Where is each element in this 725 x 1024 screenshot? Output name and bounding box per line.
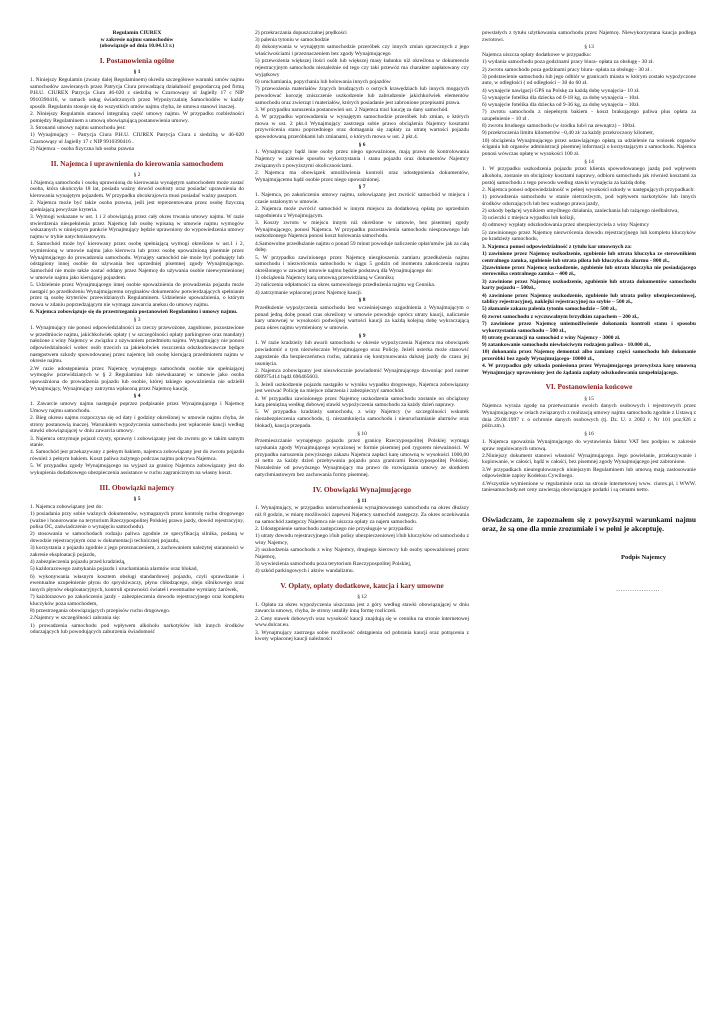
paragraph: 10) dokonania przez Najemcę demontaż albo zamiany części samochodu lub dokonanie przeróbki bez zgody Wynajmującego- 10000 zł., (482, 349, 696, 362)
paragraph: 2. Najemca ma obowiązek umożliwienia kontroli oraz udostępnienia dokumentów, Wynajmującemu bądź osobie przez niego upoważnionej. (255, 170, 469, 183)
paragraph: Przedłużenie wypożyczenia samochodu bez wcześniejszego uzgodnienia z Wynajmującym o ponad jedną dobę ponad czas określony w umowie powoduje oprócz utraty kaucji, naliczenie kary umownej w wysokości podwójnej wartości kaucji za każdą kolejną dobę wykraczającą poza okres najmu wymieniony w umowie. (255, 304, 469, 332)
paragraph: 2. Najemca zobowiązany jest niezwłocznie powiadomić Wynajmującego dzwoniąc pod numer 600975414 bądź 696465603. (255, 367, 469, 381)
paragraph: 4) zawinione przez Najemcę uszkodzenie, zgubienie lub utrata polisy ubezpieczeniowej, tablicy rejestracyjnej, naklejki rejestracyjnej na szybie – 500 zł., (482, 292, 696, 306)
paragraph: 3) korzystania z pojazdu zgodnie z jego przeznaczeniem, z zachowaniem należytej staranności w zakresie eksploatacji pojazdu, (30, 545, 244, 559)
paragraph: 2. Ceny stawek dobowych oraz wysokość kaucji znajdują się w cenniku na stronie internetowej www.dolcar.eu. (255, 615, 469, 629)
paragraph: 4. Samochód jest przekazywany z pełnym bakiem, najemca zobowiązany jest do zwrotu pojazdu również z pełnym bakiem. Koszt paliwa zużytego podczas najmu pokrywa Najemca. (30, 449, 244, 463)
paragraph: 1) prowadzenia samochodu pod wpływem alkoholu narkotyków lub innych środków odurzających lub powodujących zaburzenia świadomość (30, 622, 244, 636)
paragraph: 1) wydania samochodu poza godzinami pracy biura- opłata za obsługę - 30 zł. (482, 59, 654, 66)
paragraph: 3. Wynajmujący zastrzega sobie możliwość odstąpienia od pobrania kaucji oraz potrącenia z kwoty wpłaconej kaucji należności (255, 629, 469, 643)
paragraph-number: § 5 (133, 495, 141, 502)
paragraph-number: § 16 (584, 431, 594, 438)
paragraph: 3) palenia tytoniu w samochodzie (255, 37, 330, 44)
section-heading: VI. Postanowienia końcowe (545, 382, 633, 392)
paragraph-number: § 9 (358, 332, 366, 339)
paragraph-number: § 2 (133, 171, 141, 178)
paragraph: 4.Samowolne przedłużanie najmu o ponad 59 minut powoduje naliczenie opłat/umów jak za całą dobę. (255, 240, 469, 254)
paragraph: 4) wynajęcie nawigacji GPS na Polskę za każdą dobę wynajęcia– 10 zł. (482, 87, 640, 94)
paragraph: 7) zawinione przez Najemcę uniemożliwienie dokonania kontroli stanu i sposobu wykorzystania samochodu – 500 zł., (482, 320, 696, 334)
column-1 (30, 30, 244, 636)
paragraph: 5. W przypadku zgody Wynajmującego na wyjazd za granicę Najemca zobowiązany jest do wykupienia dodatkowego ubezpieczenia assistance w ruchu zagranicznym na własny koszt. (30, 463, 244, 477)
document-title: Regulamin CIUREX (112, 30, 162, 36)
paragraph: 5) złamanie zakazu palenia tytoniu samochodzie – 500 zł., (482, 306, 617, 313)
paragraph: 1. W przypadku uszkodzenia pojazdu przez klienta spowodowanego jazdą pod wpływem alkoholu, zostanie on obciążony kosztami naprawy, odbioru samochodu jak również kosztami za postój samochodu z tego powodu według stawki wynajęcia za każdą dobę. (482, 166, 696, 186)
paragraph: 4) szkód parkingowych i aktów wandalizmu. (255, 568, 354, 575)
paragraph: 1) prowadzenia samochodu w stanie nietrzeźwym, pod wpływem narkotyków lub innych środków odurzających lub bez ważnego prawa jazdy, (482, 194, 696, 207)
paragraph-number: § 10 (357, 430, 367, 437)
paragraph: 1. Zawarcie umowy najmu następuje poprzez podpisanie przez Wynajmującego i Najemcę Umowy najmu samochodu. (30, 401, 244, 414)
paragraph: 6) uruchamiania, popychania lub holowania innych pojazdów (255, 78, 391, 85)
paragraph: 1) zawinione przez Najemcę uszkodzenie, zgubienie lub utrata kluczyka ze sterownikiem centralnego zamka, zgubienie lub utrata pilota lub kluczyka do alarmu - 800 zł., (482, 250, 696, 264)
paragraph: 2)zawinione przez Najemcę uszkodzenie, zgubienie lub utrata kluczyka nie posiadającego sterownika centralnego zamka – 400 zł., (482, 264, 696, 278)
paragraph: 5) każdorazowego zamykania pojazdu i uruchamiania alarmów oraz blokad, (30, 566, 198, 573)
column-3 (482, 30, 696, 594)
paragraph: 5) przewożenia większej ilości osób lub większej masy ładunku niż określona w dokumencie rejestracyjnym samochodu niezależnie od tego czy taki przewóz ma charakter zapłatowany czy wyjątkowy (255, 58, 469, 78)
paragraph-number: § 3 (133, 317, 141, 324)
paragraph: 5. Udzielenie przez Wynajmującego innej osobie upoważnienia do prowadzenia pojazdu może nastąpić po przedłożeniu Wynajmującemu oryginałów dokumentów potwierdzających spełnianie przez tą osobę kryteriów przewidzianych Regulaminem. Udzielenie upoważnienia, o którym mowa w zdaniu poprzedzającym nie wymaga zawarcia aneksu do umowy najmu. (30, 282, 244, 309)
paragraph-number: § 12 (357, 594, 367, 601)
paragraph: 3. Najemca ponosi odpowiedzialność z tytułu kar umownych za: (482, 243, 632, 250)
paragraph-number: § 15 (584, 395, 594, 402)
paragraph: 8) zwrotu brudnego samochodu (w środku lub/i na zewnątrz) – 100zł. (482, 123, 636, 130)
paragraph: powstałych z tytułu użytkowania samochodu przez Najemcę. Niewykorzystana kaucja podlega zwrotowi. (482, 30, 696, 43)
paragraph: 1. Wynajmujący nie ponosi odpowiedzialności za rzeczy przewożone, zagubione, pozostawione w przedmiocie najmu, jakichkolwiek opłaty ( w szczególności opłaty parkingowe oraz mandaty) nałożone z winy Najemcy w związku z używaniem przedmiotu najmu. Wynajmujący nie ponosi odpowiedzialności wobec osób trzecich za jakiekolwiek roszczenia odszkodowawcze będące następstwem szkody spowodowanej przez najemcę lub osobę kierującą przedmiotem najmu w okresie najmu. (30, 324, 244, 365)
paragraph: 4) odmowy wypłaty odszkodowania przez ubezpieczyciela z winy Najemcy (482, 222, 650, 229)
paragraph: 3. Stronami umowy najmu samochodu jest: (30, 124, 126, 131)
paragraph: 3. Wymogi wskazane w ust. 1 i 2 obowiązują przez cały okres trwania umowy najmu. W razie stwierdzenia niespełnienia przez Najemcę lub osobę wpisaną w umowie najmu wymogów wskazanych w niniejszym punkcie Wynajmujący będzie uprawniony do wypowiedzenia umowy najmu w trybie natychmiastowym. (30, 214, 244, 241)
paragraph: 4. Samochód może być kierowany przez osobę spełniającą wymogi określone w ust.1 i 2, wymienioną w umowie najmu jako kierowca lub przez osobę upoważnioną pisemnie przez Wynajmującego do prowadzenia samochodu. Wynajęty samochód nie może być podnajęty lub odstąpiony innej osobie do używania bez uprzedniej pisemnej zgody Wynajmującego. Samochód nie może także zostać oddany przez Najemcę do używania osobie nieewymienionej w umowie najmu jako kierującej pojazdem. (30, 241, 244, 281)
paragraph: 2. Najemca może być także osoba prawna, jeśli jest reprezentowana przez osobę fizyczną spełniającą powyższe kryteria. (30, 200, 244, 213)
paragraph: 1) Wynajmujący – Patrycja Ciura P.H.U. CIUREX Patrycja Ciura z siedzibą w 46-020 Czarnowąsy ul Jagielly 17 c NIP 9910390416 . (30, 132, 244, 145)
paragraph: 2. Udostępnienie samochodu zastępczego nie przysługuje w przypadku: (255, 525, 414, 532)
acceptance-statement: Oświadczam, że zapoznałem się z powyższymi warunkami najmu oraz, że są one dla mnie zrozumiałe i w pełni je akceptuję. (482, 514, 696, 533)
paragraph: 2.W razie udostępnienia przez Najemcę wynajętego samochodu osobie nie spełniającej wymogów przewidzianych w § 2 Regulaminu lub niewskazanej w umowie jako osoba upoważniona do prowadzenia pojazdu lub osobie, której takiego upoważnienia nie udzielił Wynajmujący, Wynajmujący zatrzyma wpłaconą przez Najemcę kaucję. (30, 365, 244, 392)
paragraph: 8) przestrzegania obowiązujących przepisów ruchu drogowego. (30, 608, 171, 615)
paragraph: 9) zatankowanie samochodu niewłaściwym rodzajem paliwa - 10.000 zł., (482, 341, 651, 348)
paragraph: 3) zawinione przez Najemcę uszkodzenie, zgubienie lub utrata dokumentów samochodu karty pojazdu – 500zł., (482, 278, 696, 292)
paragraph-number: § 14 (584, 158, 594, 165)
paragraph: 2) przekraczania dopuszczalnej prędkości (255, 30, 347, 36)
paragraph: 3. Koszty zwrotu w miejscu innym niż określone w umowie, bez pisemnej zgody Wynajmującego, ponosi Najemca. W przypadku pozostawienia samochodu niesprawnego lub uszkodzonego Najemca ponosi koszt holowania samochodu. (255, 219, 469, 240)
paragraph: 2) naliczenia odpłatności za okres samowolnego przedłużenia najmu wg Cennika. (255, 282, 436, 289)
paragraph: 4.Wszystkie wymienione w regulaminie oraz na stronie internetowej www. ciurex.pl, i WWW. taniesamochody.net ceny zawierają obowiązujące podatki i są cenami netto. (482, 480, 696, 494)
column-2 (255, 30, 469, 643)
paragraph: 3. Jeżeli uszkodzenie pojazdu nastąpiło w wyniku wypadku drogowego, Najemca zobowiązany jest wezwać Policję na miejsce zdarzenia i zabezpieczyć samochód. (255, 381, 469, 395)
paragraph: 2. Niniejszy Regulamin stanowi integralną część umowy najmu. W przypadku rozbieżności pomiędzy Regulaminem a umową obowiązującą postanowienia umowy. (30, 110, 244, 124)
paragraph: 5) zawinionego przez Najemcę niezwrócenia dowodu rejestracyjnego lub kompletu kluczyków po kradzieży samochodu, (482, 229, 696, 243)
paragraph: 6) wynajęcie fotelika dla dziecka od 9-36 kg, za dobę wynajęcia – 10zł. (482, 102, 640, 109)
paragraph: 4) zatrzymanie wpłaconej przez Najemcę kaucji. (255, 289, 363, 296)
paragraph: Najemca wyraża zgodę na przetwarzanie swoich danych osobowych i rejestrowych przez Wynajmującego w celach związanych z realizacją umowy najmu samochodu zgodnie z Ustawą z dnia 29.08.1997 r. o ochronie danych osobowych (tj. Dz. U. z 2002 r. Nr 101 poz.926 z późn.zm.). (482, 403, 696, 430)
paragraph-number: § 6 (358, 141, 366, 148)
paragraph-number: § 8 (358, 297, 366, 304)
paragraph: 10) obciążenia Wynajmującego przez ustawiającego opłatą za udzielenie na wniosek organów ścigania lub organów administracji pisemnej informacji o korzystającym z samochodu. Najemca ponosi wówczas opłatę w wysokości 100 zł. (482, 137, 696, 157)
paragraph: 3. Najemca otrzymuje pojazd czysty, sprawny i zobowiązany jest do zwrotu go w takim samym stanie. (30, 435, 244, 449)
paragraph: 2) uszkodzenia samochodu z winy Najemcy, drugiego kierowcy lub osoby upoważnionej przez Najemcę, (255, 547, 469, 560)
signature-label: Podpis Najemcy (621, 553, 666, 561)
paragraph: 5. W przypadku zawinionego przez Najemcę niezgłoszenia zamiaru przedłużenia najmu samochodu i niezwrócenia samochodu w ciągu 5 godzin od momentu zakończenia najmu określonego w zawartej umowie najmu będzie podstawą dla Wynajmującego do: (255, 254, 469, 274)
paragraph-number: § 11 (357, 497, 367, 504)
paragraph: 7) przewożenia materiałów żrących brudzących o ostrych krawędziach lub innych mogących powodować korozję zniszczenie uszkodzenie lub zabrudzenie jakichkolwiek elementów samochodu oraz zwierząt i materiałów, których posiadanie jest zabronione przepisami prawa. (255, 86, 469, 106)
paragraph-number: § 7 (358, 184, 366, 191)
paragraph: 1. Wynajmujący, w przypadku unieruchomienia wynajmowanego samochodu na okres dłuższy niż 8 godzin, w miarę możliwości zapewni Najemcy samochód zastępczy. Za okres oczekiwania na samochód zastępczy Najemca nie uiszcza opłaty za najem samochodu. (255, 505, 469, 525)
signature-line: ………………. (615, 585, 660, 593)
paragraph: 6. Najemca zobowiązuje się do przestrzegania postanowień Regulaminu i umowy najmu. (30, 309, 238, 316)
paragraph: 2) stosowania w samochodach rodzaju paliwa zgodnie ze specyfikacją silnika, podaną w dowodzie rejestracyjnym oraz w dokumentacji technicznej pojazdu, (30, 531, 244, 545)
paragraph: 1) obciążenia Najemcy karą umowną przewidzianą w Cenniku; (255, 275, 395, 282)
paragraph-number: § 1 (133, 69, 141, 76)
paragraph: Przemieszczanie wynajętego pojazdu przez granicę Rzeczypospolitej Polskiej wymaga uzyskania zgody Wynajmującego wyrażonej w formie pisemnej pod rygorem nieważności. W przypadku naruszenia powyższego zakazu Najemca zapłaci karę umowną w wysokości 1000,00 zł netto za każdy dzień przebywania pojazdu poza granicami Rzeczypospolitej Polskiej. Niezależnie od powyższego Wynajmujący ma prawo do rozwiązania umowy ze skutkiem natychmiastowym bez zachowania formy pisemnej. (255, 438, 469, 478)
document-title: (obowiązuje od dnia 10.04.13 r.) (99, 43, 175, 50)
paragraph: 5. W przypadku kradzieży samochodu, z winy Najemcy (w szczególności wskutek niezabezpieczenia samochodu, tj. niezamknięcia samochodu i nieuruchamianie alarmów oraz blokad), kaucja przepada. (255, 409, 469, 429)
paragraph: 2.Najemcy w szczególności zabrania się: (30, 615, 121, 622)
paragraph: 4) zabezpieczenia pojazdu przed kradzieżą, (30, 559, 126, 566)
paragraph: 1. W razie kradzieży lub awarii samochodu w okresie wypożyczenia Najemca ma obowiązek powiadomić o tym niezwłocznie Wynajmującego oraz Policję. Jeżeli usterka może stanowić zagrożenie dla bezpieczeństwa ruchu, zabrania się kontynuowania dalszej jazdy do czasu jej usunięcia. (255, 340, 469, 367)
paragraph: 1. Najemca upoważnia Wynajmującego do wystawienia faktur VAT bez podpisu w zakresie spraw regulowanych umową. (482, 438, 696, 452)
section-heading: I. Postanowienia ogólne (99, 56, 175, 66)
paragraph: 3.W przypadkach nieuregulowanych niniejszym Regulaminem lub umową mają zastosowanie odpowiednie zapisy Kodeksu Cywilnego. (482, 466, 696, 480)
paragraph: 1. Najemca zobowiązany jest do: (30, 503, 103, 510)
paragraph: 3) ucieczki z miejsca wypadku lub kolizji, (482, 215, 576, 222)
paragraph: Najemca uiszcza opłaty dodatkowe w przypadku: (482, 52, 592, 59)
paragraph: 3. W przypadku naruszenia postanowień ust. 2 Najemca traci kaucję za dany samochód. (255, 106, 449, 113)
section-heading: III. Obowiązki najemcy (99, 482, 175, 492)
section-heading: II. Najemca i uprawnienia do kierowania samochodem (50, 158, 224, 168)
paragraph: 5) wynajęcie fotelika dla dziecka od 0-18 kg, za dobę wynajęcia – 10zł. (482, 94, 640, 101)
paragraph: 1.Najemcą samochodu i osobą uprawnioną do kierowania wynajętym samochodem może zostać osoba, która ukończyła 18 lat, posiada ważny dowód osobisty oraz posiadać uprawnienia do kierowania wynajętym pojazdem. W przypadku obcokrajowca musi posiadać ważny paszport. (30, 179, 244, 199)
paragraph: 1. Najemca, po zakończeniu umowy najmu, zobowiązany jest zwrócić samochód w miejscu i czasie ustalonym w umowie. (255, 192, 469, 205)
paragraph: 6) wykonywania własnym kosztem obsługi standardowej pojazdu, czyli sprawdzanie i ewentualne uzupełnienie płynu do spryskiwaczy, płynu chłodzącego, oleju silnikowego oraz innych płynów eksploatacyjnych, kontroli sprawności świateł i ewentualne wymiany żarówek, (30, 573, 244, 594)
paragraph: 7) każdorazowo po zakończeniu jazdy - zabezpieczenia dowodu rejestracyjnego oraz kompletu kluczyków poza samochodem, (30, 594, 244, 607)
section-heading: V. Opłaty, opłaty dodatkowe, kaucja i kary umowne (280, 580, 444, 590)
paragraph: 4. W przypadku gdy szkoda poniesiona przez Wynajmującego przewyższa karę umowną Wynajmujący uprawniony jest do żądania zapłaty odszkodowania uzupełniającego. (482, 363, 696, 376)
paragraph: 7) zwrotu samochodu z niepełnym bakiem - koszt brakującego paliwa plus opłata za uzupełnienie – 10 zł . (482, 109, 696, 122)
document-title: w zakresie najmu samochodów (100, 36, 174, 43)
column-3-body (482, 30, 696, 494)
paragraph-number: § 4 (133, 393, 141, 400)
paragraph: 2. Bieg okresu najmu rozpoczyna się od daty i godziny określonej w umowie najmu chyba, że strony postanowią inaczej. Warunkiem wypożyczenia samochodu jest wpłacenie kaucji według stawki obowiązującej w dniu zawarcia umowy. (30, 414, 244, 435)
paragraph: 1) utraty dowodu rejestracyjnego i/lub polisy ubezpieczeniowej i/lub kluczyków od samochodu z winy Najemcy, (255, 533, 469, 546)
paragraph: 2) zwrotu samochodu poza godzinami pracy biura- opłata za obsługę - 30 zł . (482, 66, 652, 73)
paragraph: 2. Najemca może zwrócić samochód w innym miejscu za dodatkową opłatą po uprzednim uzgodnieniu z Wynajmującym. (255, 206, 469, 219)
paragraph: 1. Opłata za okres wypożyczenia uiszczana jest z góry według stawki obowiązującej w dniu zawarcia umowy, chyba, że strony ustaliły inną formę rozliczeń. (255, 601, 469, 615)
paragraph: 3) wywiezienia samochodu poza terytorium Rzeczypospolitej Polskiej, (255, 560, 412, 567)
paragraph: 4. W przypadku zawinionego przez Najemcę uszkodzenia samochodu zostanie on obciążony karą pieniężną według dobowej stawki wypożyczenia samochodu za każdy dzień naprawy. (255, 395, 469, 409)
paragraph: 1. Wynajmujący bądź inne osoby przez niego upoważnione, mają prawo do kontrolowania Najemcy w zakresie sposobu wykorzystania i stanu pojazdu oraz dokumentów Najemcy związanych z powyższymi okolicznościami. (255, 149, 469, 169)
paragraph: 9) przekroczenia limitu kilometrów –0,40 zł/ za każdy przekroczony kilometr, (482, 130, 654, 137)
paragraph-number: § 13 (584, 44, 594, 51)
paragraph: 3) podstawienie samochodu lub jego odbiór w granicach miasta w którym zostało wypożyczone auto, w odległości ( od odległości – 30 do 60 zł. (482, 73, 696, 87)
paragraph: 4. W przypadku wprowadzenia w wynajętym samochodzie przeróbek lub zmian, o których mowa w ust. 2 pkt.4 Wynajmujący zastrzega sobie prawo obciążenia Najemcy kosztami przywrócenia stanu poprzedniego oraz domagania się zapłaty za utratę wartości pojazdu spowodowaną przeróbkami lub zmianami, o których mowa w ust. 2 pkt.4. (255, 113, 469, 141)
section-heading: IV. Obowiązki Wynajmującego (312, 484, 412, 494)
paragraph: 6) zwrot samochodu z wyczuwalnym brzydkim zapachem – 200 zł., (482, 313, 639, 320)
paragraph: 2) Najemca – osoba fizyczna lub osoba prawna (30, 145, 135, 152)
paragraph: 2) szkody będącej wynikiem umyślnego działania, zaniechania lub rażącego niedbalstwa, (482, 208, 679, 215)
paragraph: 8) utratę gwarancji na samochód z winy Najemcy - 3000 zł. (482, 334, 621, 341)
paragraph: 1. Niniejszy Regulamin (zwany dalej Regulaminem) określa szczegółowe warunki umów najmu samochodów zawieranych przez Patrycja Ciura prowadzącą działalność gospodarczą pod firmą P.H.U. CIUREX Patrycja Ciura 46-020 z siedzibą w Czarnowąsy ul Jagielly 17 c NIP 9910390416, w ramach usług świadczonych przez Wypożyczalnię Samochodów w każdy sposób. Regulamin stosuje się do wszystkich umów najmu chyba, że umowa stanowi inaczej. (30, 76, 244, 110)
paragraph: 2. Najemca ponosi odpowiedzialność w pełnej wysokości szkody w następujących przypadkach: (482, 186, 695, 193)
paragraph: 1) posiadania przy sobie ważnych dokumentów, wymaganych przez kontrolę ruchu drogowego (ważne i honorowane na terytorium Rzeczypospolitej Polskiej prawo jazdy, dowód rejestracyjny, polisa OC, zaświadczenie o wynajęciu samochodu). (30, 510, 244, 531)
paragraph: 2.Niniejszy dokument stanowi własność Wynajmującego. Jego powielanie, przekazywanie i kopiowanie, w całości, bądź w całości, bez pisemnej zgody Wynajmującego jest zabronione. (482, 452, 696, 466)
paragraph: 4) dokonywania w wynajętym samochodzie przeróbek czy innych zmian sprzecznych z jego właściwościami i przeznaczeniem bez zgody Wynajmującego (255, 44, 469, 58)
